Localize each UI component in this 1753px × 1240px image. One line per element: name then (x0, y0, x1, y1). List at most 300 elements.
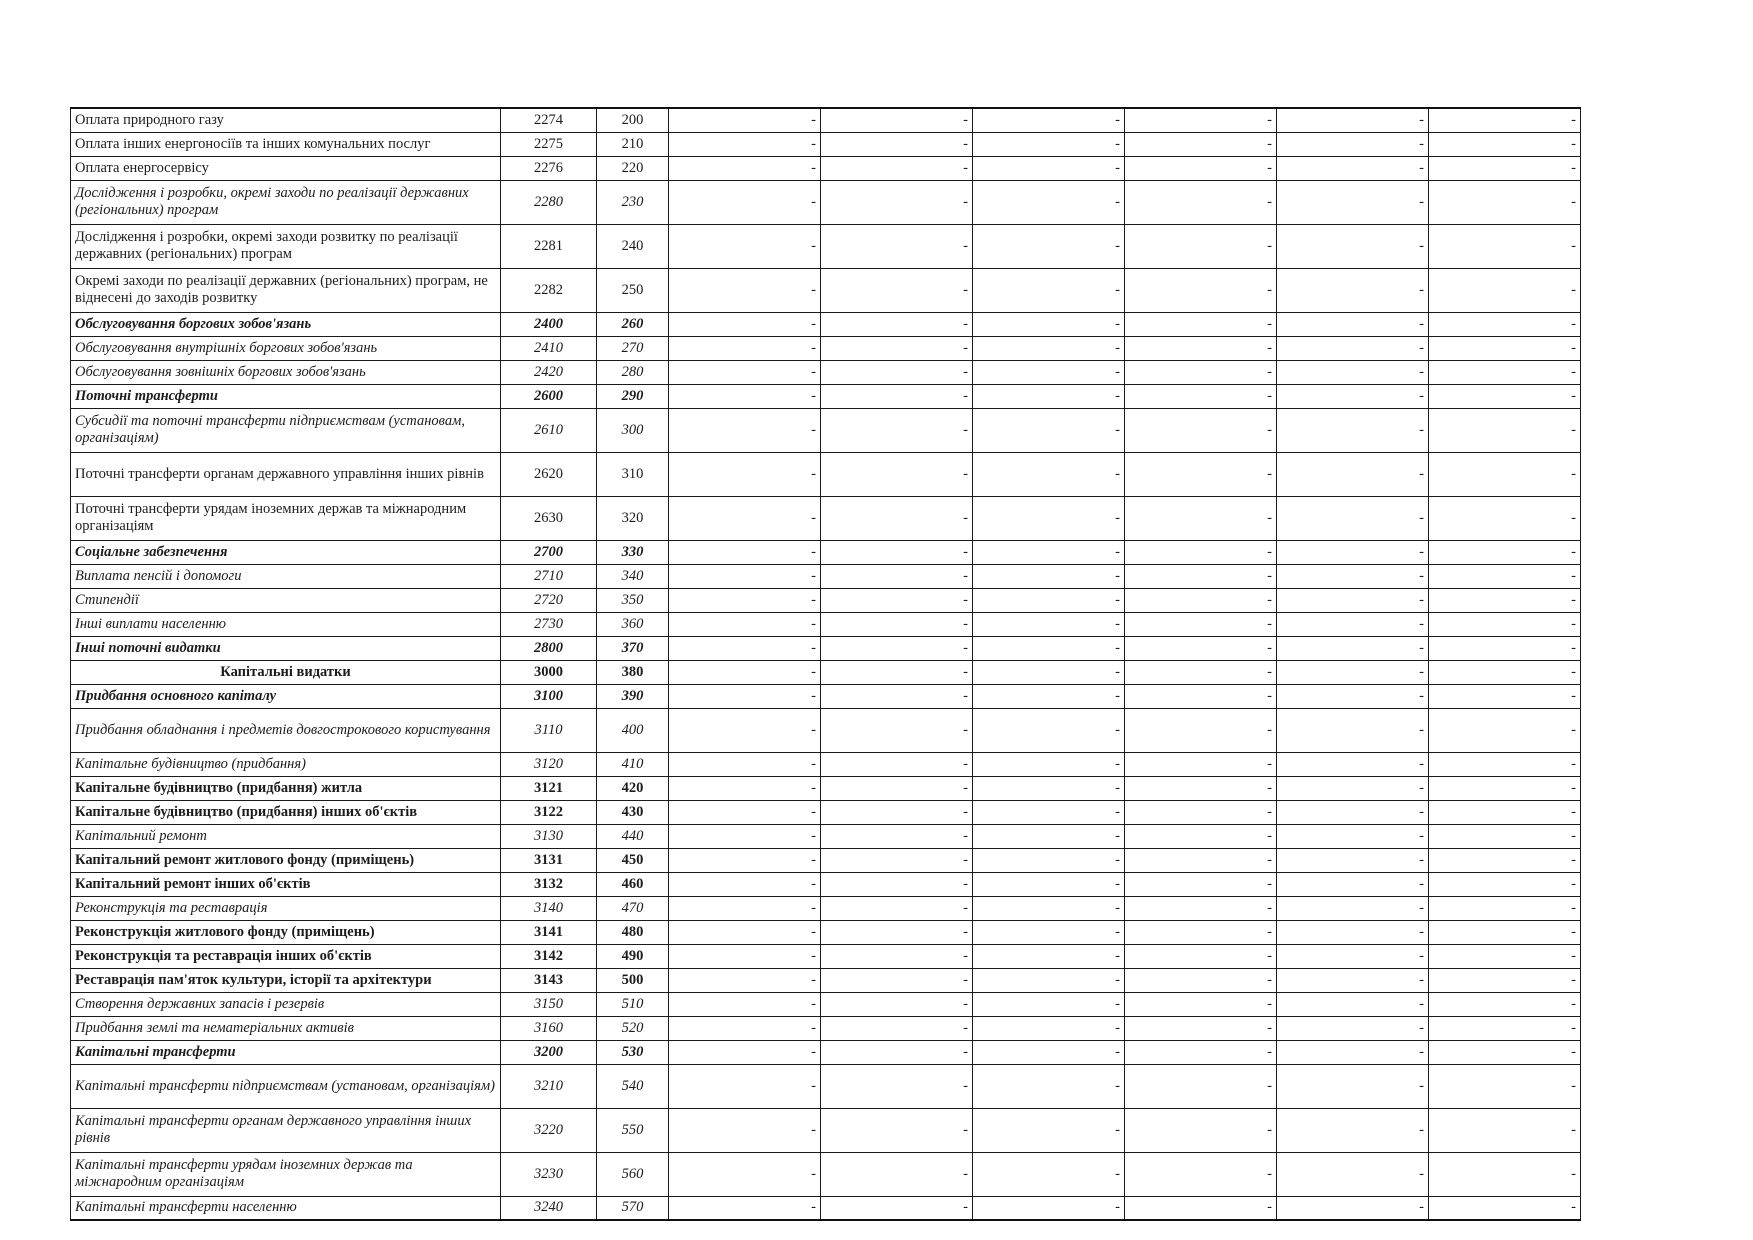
row-label: Поточні трансферти органам державного управління інших рівнів (71, 452, 501, 496)
row-code: 200 (597, 108, 669, 132)
row-label: Придбання основного капіталу (71, 684, 501, 708)
value-cell: - (1429, 312, 1581, 336)
expenditure-code: 3210 (501, 1064, 597, 1108)
value-cell: - (1277, 1040, 1429, 1064)
value-cell: - (1125, 968, 1277, 992)
expenditure-code: 3131 (501, 848, 597, 872)
value-cell: - (821, 132, 973, 156)
table-row (71, 132, 1581, 156)
row-label: Оплата енергосервісу (71, 156, 501, 180)
value-cell: - (1277, 540, 1429, 564)
row-label: Інші поточні видатки (71, 636, 501, 660)
expenditure-code: 3200 (501, 1040, 597, 1064)
value-cell: - (1125, 776, 1277, 800)
value-cell: - (821, 564, 973, 588)
table-row (71, 800, 1581, 824)
row-code: 320 (597, 496, 669, 540)
row-code: 380 (597, 660, 669, 684)
table-row (71, 660, 1581, 684)
expenditure-code: 3141 (501, 920, 597, 944)
expenditure-code: 2274 (501, 108, 597, 132)
table-row (71, 588, 1581, 612)
value-cell: - (1429, 1016, 1581, 1040)
expenditure-code: 3160 (501, 1016, 597, 1040)
row-code: 240 (597, 224, 669, 268)
value-cell: - (973, 108, 1125, 132)
value-cell: - (1125, 1152, 1277, 1196)
value-cell: - (1277, 452, 1429, 496)
value-cell: - (1277, 612, 1429, 636)
value-cell: - (669, 408, 821, 452)
value-cell: - (821, 1016, 973, 1040)
value-cell: - (1429, 824, 1581, 848)
row-code: 230 (597, 180, 669, 224)
value-cell: - (1429, 564, 1581, 588)
value-cell: - (973, 1196, 1125, 1220)
row-label: Капітальне будівництво (придбання) (71, 752, 501, 776)
value-cell: - (1125, 944, 1277, 968)
table-row (71, 992, 1581, 1016)
row-label: Капітальні трансферти урядам іноземних держав та міжнародним організаціям (71, 1152, 501, 1196)
value-cell: - (821, 920, 973, 944)
row-code: 400 (597, 708, 669, 752)
value-cell: - (821, 408, 973, 452)
value-cell: - (669, 920, 821, 944)
value-cell: - (821, 224, 973, 268)
value-cell: - (1429, 776, 1581, 800)
value-cell: - (1125, 612, 1277, 636)
table-row (71, 1108, 1581, 1152)
expenditure-code: 3150 (501, 992, 597, 1016)
value-cell: - (1277, 660, 1429, 684)
value-cell: - (1125, 872, 1277, 896)
value-cell: - (669, 1016, 821, 1040)
expenditure-code: 3122 (501, 800, 597, 824)
value-cell: - (1125, 684, 1277, 708)
value-cell: - (821, 872, 973, 896)
value-cell: - (669, 800, 821, 824)
value-cell: - (1429, 180, 1581, 224)
row-label: Обслуговування зовнішніх боргових зобов'язань (71, 360, 501, 384)
row-label: Капітальний ремонт інших об'єктів (71, 872, 501, 896)
row-code: 520 (597, 1016, 669, 1040)
value-cell: - (821, 896, 973, 920)
row-code: 350 (597, 588, 669, 612)
value-cell: - (1277, 156, 1429, 180)
value-cell: - (1277, 564, 1429, 588)
value-cell: - (821, 452, 973, 496)
value-cell: - (973, 824, 1125, 848)
table-row (71, 848, 1581, 872)
expenditure-code: 3230 (501, 1152, 597, 1196)
value-cell: - (1125, 1064, 1277, 1108)
value-cell: - (973, 944, 1125, 968)
row-label: Поточні трансферти (71, 384, 501, 408)
value-cell: - (821, 180, 973, 224)
value-cell: - (1125, 708, 1277, 752)
value-cell: - (973, 268, 1125, 312)
value-cell: - (821, 1040, 973, 1064)
value-cell: - (669, 1108, 821, 1152)
row-code: 560 (597, 1152, 669, 1196)
table-row (71, 408, 1581, 452)
row-label: Придбання землі та нематеріальних активів (71, 1016, 501, 1040)
row-label: Обслуговування внутрішніх боргових зобов'язань (71, 336, 501, 360)
expenditure-code: 2620 (501, 452, 597, 496)
row-code: 410 (597, 752, 669, 776)
expenditure-code: 2410 (501, 336, 597, 360)
value-cell: - (973, 776, 1125, 800)
value-cell: - (1429, 896, 1581, 920)
value-cell: - (1277, 336, 1429, 360)
value-cell: - (1277, 752, 1429, 776)
value-cell: - (1125, 992, 1277, 1016)
value-cell: - (1125, 108, 1277, 132)
value-cell: - (973, 312, 1125, 336)
expenditure-code: 3130 (501, 824, 597, 848)
value-cell: - (821, 684, 973, 708)
value-cell: - (669, 968, 821, 992)
table-row (71, 224, 1581, 268)
value-cell: - (669, 224, 821, 268)
value-cell: - (1277, 312, 1429, 336)
value-cell: - (1125, 1040, 1277, 1064)
row-code: 330 (597, 540, 669, 564)
expenditure-code: 2400 (501, 312, 597, 336)
row-label: Капітальний ремонт (71, 824, 501, 848)
row-label: Субсидії та поточні трансферти підприємствам (установам, організаціям) (71, 408, 501, 452)
value-cell: - (1277, 224, 1429, 268)
value-cell: - (821, 108, 973, 132)
value-cell: - (973, 896, 1125, 920)
value-cell: - (821, 612, 973, 636)
expenditure-code: 3142 (501, 944, 597, 968)
table-row (71, 336, 1581, 360)
value-cell: - (821, 776, 973, 800)
value-cell: - (973, 684, 1125, 708)
value-cell: - (821, 708, 973, 752)
value-cell: - (1429, 612, 1581, 636)
value-cell: - (1429, 752, 1581, 776)
table-row (71, 1152, 1581, 1196)
value-cell: - (1125, 636, 1277, 660)
value-cell: - (1125, 132, 1277, 156)
value-cell: - (1277, 108, 1429, 132)
value-cell: - (973, 992, 1125, 1016)
row-label: Реставрація пам'яток культури, історії та архітектури (71, 968, 501, 992)
value-cell: - (669, 132, 821, 156)
value-cell: - (821, 268, 973, 312)
table-row (71, 384, 1581, 408)
value-cell: - (1429, 1152, 1581, 1196)
row-code: 270 (597, 336, 669, 360)
value-cell: - (1277, 132, 1429, 156)
value-cell: - (669, 752, 821, 776)
value-cell: - (973, 1152, 1125, 1196)
value-cell: - (669, 684, 821, 708)
value-cell: - (669, 108, 821, 132)
value-cell: - (1277, 1064, 1429, 1108)
row-code: 340 (597, 564, 669, 588)
expenditure-code: 3143 (501, 968, 597, 992)
value-cell: - (669, 1064, 821, 1108)
table-row (71, 612, 1581, 636)
row-label: Реконструкція житлового фонду (приміщень) (71, 920, 501, 944)
value-cell: - (669, 1196, 821, 1220)
value-cell: - (1277, 824, 1429, 848)
value-cell: - (1277, 800, 1429, 824)
table-row (71, 1040, 1581, 1064)
table-row (71, 156, 1581, 180)
value-cell: - (669, 588, 821, 612)
row-code: 310 (597, 452, 669, 496)
row-code: 440 (597, 824, 669, 848)
value-cell: - (973, 660, 1125, 684)
value-cell: - (1125, 496, 1277, 540)
row-label: Капітальні трансферти підприємствам (установам, організаціям) (71, 1064, 501, 1108)
value-cell: - (821, 1064, 973, 1108)
table-row (71, 564, 1581, 588)
row-label: Капітальні трансферти органам державного управління інших рівнів (71, 1108, 501, 1152)
value-cell: - (821, 1108, 973, 1152)
value-cell: - (1125, 384, 1277, 408)
value-cell: - (1429, 944, 1581, 968)
value-cell: - (973, 636, 1125, 660)
table-row (71, 540, 1581, 564)
value-cell: - (973, 132, 1125, 156)
value-cell: - (669, 708, 821, 752)
expenditure-code: 2276 (501, 156, 597, 180)
value-cell: - (1125, 540, 1277, 564)
value-cell: - (669, 1040, 821, 1064)
row-code: 480 (597, 920, 669, 944)
value-cell: - (1125, 1016, 1277, 1040)
expenditure-code: 2630 (501, 496, 597, 540)
row-label: Реконструкція та реставрація (71, 896, 501, 920)
value-cell: - (669, 636, 821, 660)
expenditure-code: 3120 (501, 752, 597, 776)
value-cell: - (1429, 1040, 1581, 1064)
value-cell: - (1429, 660, 1581, 684)
table-row (71, 684, 1581, 708)
expenditure-code: 3000 (501, 660, 597, 684)
value-cell: - (973, 360, 1125, 384)
value-cell: - (1429, 588, 1581, 612)
row-label: Капітальне будівництво (придбання) житла (71, 776, 501, 800)
value-cell: - (1429, 132, 1581, 156)
value-cell: - (1277, 408, 1429, 452)
value-cell: - (1277, 588, 1429, 612)
value-cell: - (1277, 708, 1429, 752)
value-cell: - (821, 156, 973, 180)
row-label: Капітальні трансферти (71, 1040, 501, 1064)
value-cell: - (1429, 1108, 1581, 1152)
value-cell: - (1429, 1196, 1581, 1220)
row-label: Капітальне будівництво (придбання) інших об'єктів (71, 800, 501, 824)
row-label: Оплата інших енергоносіїв та інших комунальних послуг (71, 132, 501, 156)
value-cell: - (973, 1016, 1125, 1040)
table-row (71, 708, 1581, 752)
value-cell: - (1429, 848, 1581, 872)
value-cell: - (821, 1196, 973, 1220)
value-cell: - (1277, 268, 1429, 312)
row-label: Поточні трансферти урядам іноземних держав та міжнародним організаціям (71, 496, 501, 540)
row-label: Створення державних запасів і резервів (71, 992, 501, 1016)
row-code: 420 (597, 776, 669, 800)
value-cell: - (973, 224, 1125, 268)
value-cell: - (669, 944, 821, 968)
value-cell: - (669, 660, 821, 684)
value-cell: - (1125, 660, 1277, 684)
value-cell: - (1429, 708, 1581, 752)
value-cell: - (973, 1064, 1125, 1108)
expenditure-code: 3140 (501, 896, 597, 920)
expenditure-code: 2710 (501, 564, 597, 588)
row-code: 460 (597, 872, 669, 896)
expenditure-code: 2275 (501, 132, 597, 156)
value-cell: - (1277, 1108, 1429, 1152)
table-row (71, 496, 1581, 540)
expenditure-code: 3220 (501, 1108, 597, 1152)
value-cell: - (1125, 408, 1277, 452)
value-cell: - (973, 1108, 1125, 1152)
expenditure-code: 2280 (501, 180, 597, 224)
value-cell: - (821, 824, 973, 848)
value-cell: - (1429, 336, 1581, 360)
table-row (71, 1064, 1581, 1108)
value-cell: - (1277, 872, 1429, 896)
value-cell: - (1429, 684, 1581, 708)
row-code: 570 (597, 1196, 669, 1220)
row-code: 290 (597, 384, 669, 408)
value-cell: - (821, 1152, 973, 1196)
value-cell: - (821, 540, 973, 564)
value-cell: - (821, 800, 973, 824)
value-cell: - (973, 156, 1125, 180)
value-cell: - (821, 588, 973, 612)
table-row (71, 896, 1581, 920)
table-row (71, 452, 1581, 496)
row-label: Соціальне забезпечення (71, 540, 501, 564)
row-code: 540 (597, 1064, 669, 1108)
table-row (71, 1016, 1581, 1040)
row-code: 530 (597, 1040, 669, 1064)
value-cell: - (1277, 384, 1429, 408)
expenditure-code: 3121 (501, 776, 597, 800)
table-row (71, 360, 1581, 384)
value-cell: - (1429, 224, 1581, 268)
value-cell: - (1277, 360, 1429, 384)
row-code: 220 (597, 156, 669, 180)
expenditure-code: 2610 (501, 408, 597, 452)
value-cell: - (1429, 156, 1581, 180)
row-code: 280 (597, 360, 669, 384)
value-cell: - (1125, 336, 1277, 360)
row-label: Дослідження і розробки, окремі заходи по реалізації державних (регіональних) програм (71, 180, 501, 224)
table-row (71, 312, 1581, 336)
value-cell: - (1429, 408, 1581, 452)
expenditure-code: 3100 (501, 684, 597, 708)
table-row (71, 108, 1581, 132)
value-cell: - (669, 540, 821, 564)
row-label: Виплата пенсій і допомоги (71, 564, 501, 588)
value-cell: - (669, 992, 821, 1016)
value-cell: - (669, 824, 821, 848)
value-cell: - (973, 800, 1125, 824)
value-cell: - (1277, 684, 1429, 708)
value-cell: - (973, 968, 1125, 992)
value-cell: - (1125, 1196, 1277, 1220)
value-cell: - (1277, 496, 1429, 540)
value-cell: - (973, 408, 1125, 452)
value-cell: - (1429, 540, 1581, 564)
table-row (71, 636, 1581, 660)
row-code: 300 (597, 408, 669, 452)
value-cell: - (1277, 944, 1429, 968)
value-cell: - (1125, 564, 1277, 588)
value-cell: - (669, 336, 821, 360)
row-code: 510 (597, 992, 669, 1016)
expenditure-code: 3132 (501, 872, 597, 896)
row-code: 470 (597, 896, 669, 920)
value-cell: - (821, 496, 973, 540)
expenditure-code: 3110 (501, 708, 597, 752)
table-row (71, 1196, 1581, 1220)
value-cell: - (973, 708, 1125, 752)
table-row (71, 776, 1581, 800)
row-code: 250 (597, 268, 669, 312)
row-code: 360 (597, 612, 669, 636)
budget-expenditure-table (70, 107, 1581, 1221)
value-cell: - (973, 920, 1125, 944)
value-cell: - (1125, 1108, 1277, 1152)
value-cell: - (1277, 896, 1429, 920)
value-cell: - (1429, 1064, 1581, 1108)
value-cell: - (821, 336, 973, 360)
value-cell: - (1277, 968, 1429, 992)
row-label: Обслуговування боргових зобов'язань (71, 312, 501, 336)
row-code: 450 (597, 848, 669, 872)
value-cell: - (973, 872, 1125, 896)
value-cell: - (821, 360, 973, 384)
row-code: 500 (597, 968, 669, 992)
value-cell: - (973, 752, 1125, 776)
table-row (71, 752, 1581, 776)
value-cell: - (1277, 1196, 1429, 1220)
value-cell: - (821, 944, 973, 968)
expenditure-code: 2600 (501, 384, 597, 408)
value-cell: - (1277, 992, 1429, 1016)
value-cell: - (1429, 384, 1581, 408)
value-cell: - (973, 180, 1125, 224)
value-cell: - (1125, 312, 1277, 336)
value-cell: - (973, 540, 1125, 564)
row-label: Капітальні трансферти населенню (71, 1196, 501, 1220)
row-code: 260 (597, 312, 669, 336)
row-label: Капітальні видатки (71, 660, 501, 684)
value-cell: - (1125, 268, 1277, 312)
value-cell: - (821, 752, 973, 776)
row-label: Реконструкція та реставрація інших об'єктів (71, 944, 501, 968)
value-cell: - (1429, 496, 1581, 540)
value-cell: - (821, 660, 973, 684)
value-cell: - (1125, 588, 1277, 612)
value-cell: - (669, 312, 821, 336)
value-cell: - (669, 848, 821, 872)
value-cell: - (1125, 452, 1277, 496)
value-cell: - (821, 384, 973, 408)
value-cell: - (669, 564, 821, 588)
